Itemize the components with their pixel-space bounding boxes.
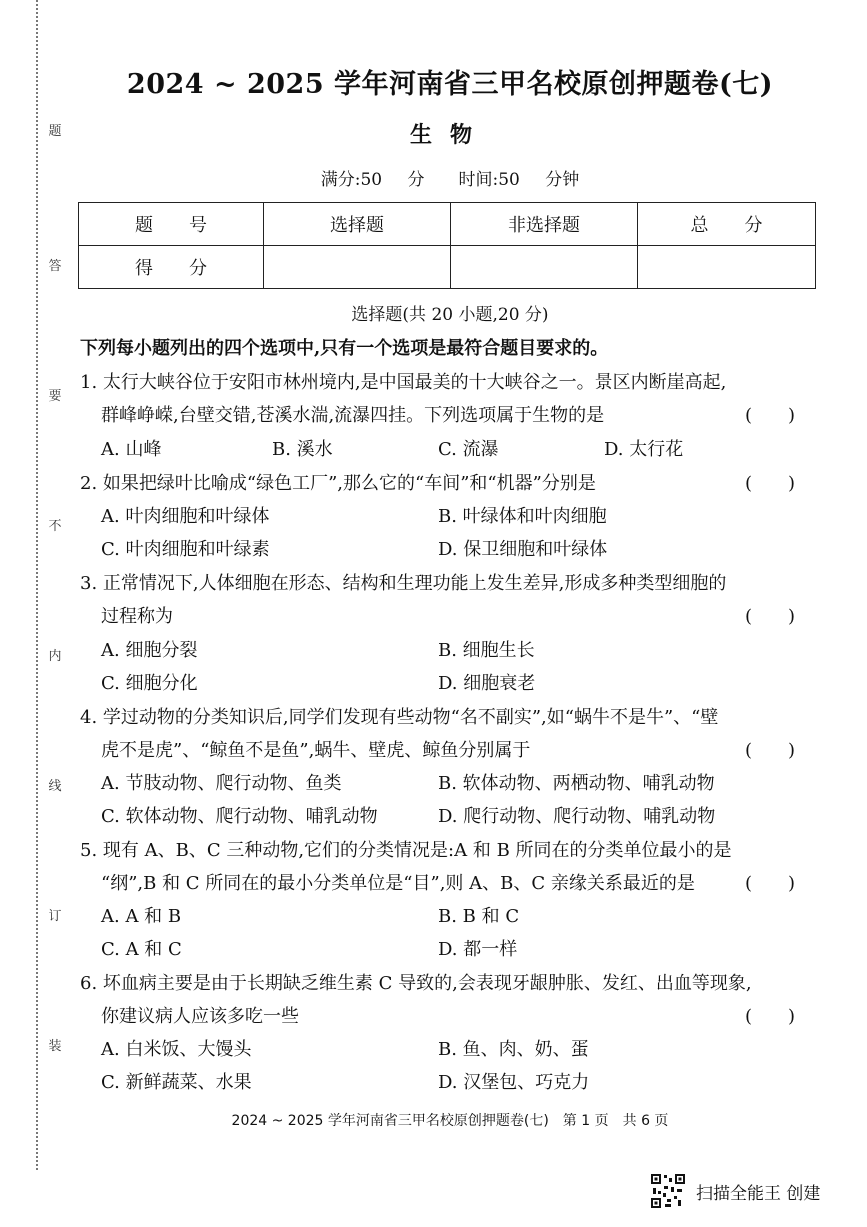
question-5-line: “纲”,B 和 C 所同在的最小分类单位是“目”,则 A、B、C 亲缘关系最近的是 <box>101 873 695 894</box>
score-cell <box>264 246 451 289</box>
score-header-cell: 题 号 <box>79 203 264 246</box>
option-a: A. 细胞分裂 <box>101 640 198 661</box>
option-b: B. B 和 C <box>438 906 520 927</box>
binding-char: 要 <box>46 385 64 404</box>
binding-char: 装 <box>46 1035 64 1054</box>
option-d: D. 保卫细胞和叶绿体 <box>438 539 608 560</box>
option-a: A. 节肢动物、爬行动物、鱼类 <box>101 773 342 794</box>
option-d: D. 都一样 <box>438 939 518 960</box>
option-a: A. 叶肉细胞和叶绿体 <box>101 506 270 527</box>
answer-paren: ( ) <box>745 740 796 761</box>
binding-line <box>36 0 52 1170</box>
question-4-line: 虎不是虎”、“鲸鱼不是鱼”,蜗牛、壁虎、鲸鱼分别属于 <box>101 740 531 761</box>
answer-paren: ( ) <box>745 606 796 627</box>
instruction: 下列每小题列出的四个选项中,只有一个选项是最符合题目要求的。 <box>80 338 609 359</box>
option-b: B. 软体动物、两栖动物、哺乳动物 <box>438 773 715 794</box>
option-b: B. 溪水 <box>272 439 333 460</box>
question-1-line: 群峰峥嵘,台壁交错,苍溪水湍,流瀑四挂。下列选项属于生物的是 <box>101 405 605 426</box>
scanner-text: 扫描全能王 创建 <box>696 1183 821 1204</box>
option-b: B. 叶绿体和叶肉细胞 <box>438 506 607 527</box>
option-c: C. 新鲜蔬菜、水果 <box>101 1072 252 1093</box>
answer-paren: ( ) <box>745 1006 796 1027</box>
option-c: C. 流瀑 <box>438 439 499 460</box>
option-d: D. 细胞衰老 <box>438 673 536 694</box>
answer-paren: ( ) <box>745 405 796 426</box>
answer-paren: ( ) <box>745 473 796 494</box>
binding-char: 不 <box>46 515 64 534</box>
question-1-line: 1. 太行大峡谷位于安阳市林州境内,是中国最美的十大峡谷之一。景区内断崖高起, <box>80 372 727 393</box>
binding-char: 内 <box>46 645 64 664</box>
option-c: C. A 和 C <box>101 939 182 960</box>
option-b: B. 细胞生长 <box>438 640 535 661</box>
binding-char: 线 <box>46 775 64 794</box>
option-d: D. 爬行动物、爬行动物、哺乳动物 <box>438 806 716 827</box>
page-footer: 2024 ~ 2025 学年河南省三甲名校原创押题卷(七) 第 1 页 共 6 页 <box>231 1113 669 1129</box>
qr-code-icon <box>650 1173 686 1209</box>
option-c: C. 细胞分化 <box>101 673 198 694</box>
score-row-label: 得 分 <box>79 246 264 289</box>
section-title: 选择题(共 20 小题,20 分) <box>351 305 549 325</box>
option-d: D. 汉堡包、巧克力 <box>438 1072 590 1093</box>
score-cell <box>638 246 816 289</box>
option-a: A. A 和 B <box>101 906 182 927</box>
option-b: B. 鱼、肉、奶、蛋 <box>438 1039 589 1060</box>
question-2-line: 2. 如果把绿叶比喻成“绿色工厂”,那么它的“车间”和“机器”分别是 <box>80 473 596 494</box>
option-c: C. 软体动物、爬行动物、哺乳动物 <box>101 806 378 827</box>
subject-title: 生物 <box>409 122 490 148</box>
exam-title: 2024 ~ 2025 学年河南省三甲名校原创押题卷(七) <box>126 69 774 100</box>
score-header-cell: 非选择题 <box>451 203 638 246</box>
answer-paren: ( ) <box>745 873 796 894</box>
question-5-line: 5. 现有 A、B、C 三种动物,它们的分类情况是:A 和 B 所同在的分类单位最小的是 <box>80 840 732 861</box>
score-header-cell: 选择题 <box>264 203 451 246</box>
binding-char: 订 <box>46 905 64 924</box>
exam-meta: 满分:50 分 时间:50 分钟 <box>320 170 580 190</box>
score-header-cell: 总 分 <box>638 203 816 246</box>
score-cell <box>451 246 638 289</box>
question-6-line: 6. 坏血病主要是由于长期缺乏维生素 C 导致的,会表现牙龈肿胀、发红、出血等现象, <box>80 973 752 994</box>
question-6-line: 你建议病人应该多吃一些 <box>101 1006 299 1027</box>
question-3-line: 3. 正常情况下,人体细胞在形态、结构和生理功能上发生差异,形成多种类型细胞的 <box>80 573 727 594</box>
question-4-line: 4. 学过动物的分类知识后,同学们发现有些动物“名不副实”,如“蜗牛不是牛”、“壁 <box>80 707 719 728</box>
binding-char: 答 <box>46 255 64 274</box>
option-d: D. 太行花 <box>604 439 684 460</box>
binding-char: 题 <box>46 120 64 139</box>
question-3-line: 过程称为 <box>101 606 173 627</box>
option-c: C. 叶肉细胞和叶绿素 <box>101 539 270 560</box>
option-a: A. 山峰 <box>101 439 162 460</box>
option-a: A. 白米饭、大馒头 <box>101 1039 252 1060</box>
score-table <box>78 202 816 289</box>
scanner-watermark <box>650 1170 820 1212</box>
